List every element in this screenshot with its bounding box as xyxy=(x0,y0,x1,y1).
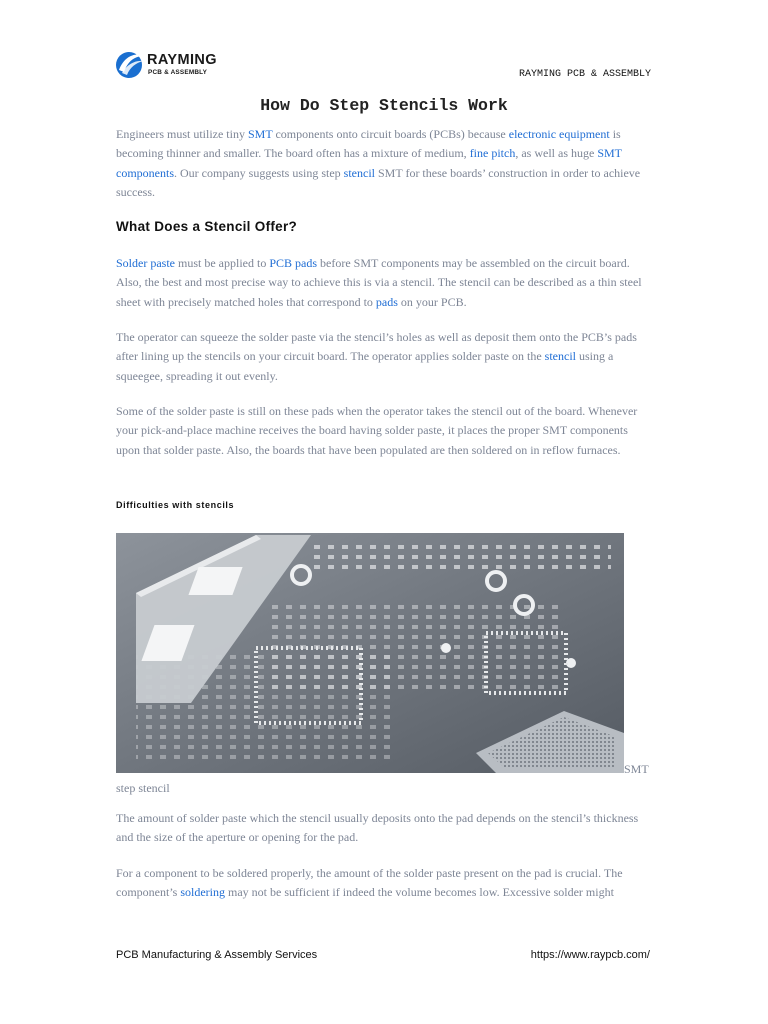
footer-services: PCB Manufacturing & Assembly Services xyxy=(116,949,318,961)
footer-website-link[interactable]: https://www.raypcb.com/ xyxy=(530,949,650,961)
paragraph-operator: The operator can squeeze the solder paste via the stencil’s holes as well as deposit them onto the PCB’s pads after lining up the stencils on your circuit board. The operator applies solder paste on the stencil using a squeegee, spreading it out evenly. xyxy=(116,330,637,383)
paragraph-paste-amount: The amount of solder paste which the stencil usually deposits onto the pad depends on the stencil’s thickness and the size of the aperture or opening for the pad. xyxy=(116,811,639,845)
section-heading-stencil-offer: What Does a Stencil Offer? xyxy=(116,219,298,234)
link-stencil[interactable]: stencil xyxy=(343,165,375,180)
link-solder-paste[interactable]: Solder paste xyxy=(116,256,175,270)
logo-sub-text: PCB & ASSEMBLY xyxy=(148,69,208,76)
link-soldering[interactable]: soldering xyxy=(180,885,225,900)
link-stencil-2[interactable]: stencil xyxy=(544,349,576,364)
link-fine-pitch[interactable]: fine pitch xyxy=(469,146,516,161)
figure-caption-smt: SMT xyxy=(624,762,649,776)
figure-caption-step-stencil: step stencil xyxy=(116,781,170,795)
intro-paragraph: Engineers must utilize tiny SMT components onto circuit boards (PCBs) because electronic equipment is becoming thinner and smaller. The board often has a mixture of medium, fine pitch, as well as huge SMT components. Our company suggests using step stencil SMT for these boards’ construction in order to achieve success. xyxy=(116,127,641,199)
paragraph-soldering: For a component to be soldered properly, the amount of the solder paste present on the pad is crucial. The component’s soldering may not be sufficient if indeed the volume becomes low. Excessive solder might xyxy=(116,866,623,900)
paragraph-pick-and-place: Some of the solder paste is still on these pads when the operator takes the stencil out of the board. Whenever your pick-and-place machine receives the board having solder paste, it places the proper SMT components upon that solder paste. Also, the boards that have been populated are then soldered on in reflow furnaces. xyxy=(116,404,638,457)
paragraph-solder-paste: Solder paste must be applied to PCB pads before SMT components may be assembled on the circuit board. Also, the best and most precise way to achieve this is via a stencil. The stencil can be described as a thin steel sheet with precisely matched holes that correspond to pads on your PCB. xyxy=(116,256,642,309)
header-company-name: RAYMING PCB & ASSEMBLY xyxy=(518,69,651,80)
company-logo xyxy=(114,50,224,80)
link-pcb-pads[interactable]: PCB pads xyxy=(269,256,318,270)
link-electronic-equipment[interactable]: electronic equipment xyxy=(508,127,610,141)
logo-brand-text: RAYMING xyxy=(147,52,217,68)
page-title: How Do Step Stencils Work xyxy=(260,96,508,115)
section-heading-difficulties: Difficulties with stencils xyxy=(116,500,235,510)
rayming-logo-icon xyxy=(114,50,146,80)
link-smt-components[interactable]: SMT components xyxy=(116,146,622,180)
smt-step-stencil-image xyxy=(116,533,624,773)
link-pads[interactable]: pads xyxy=(375,294,398,309)
link-smt[interactable]: SMT xyxy=(247,127,273,141)
